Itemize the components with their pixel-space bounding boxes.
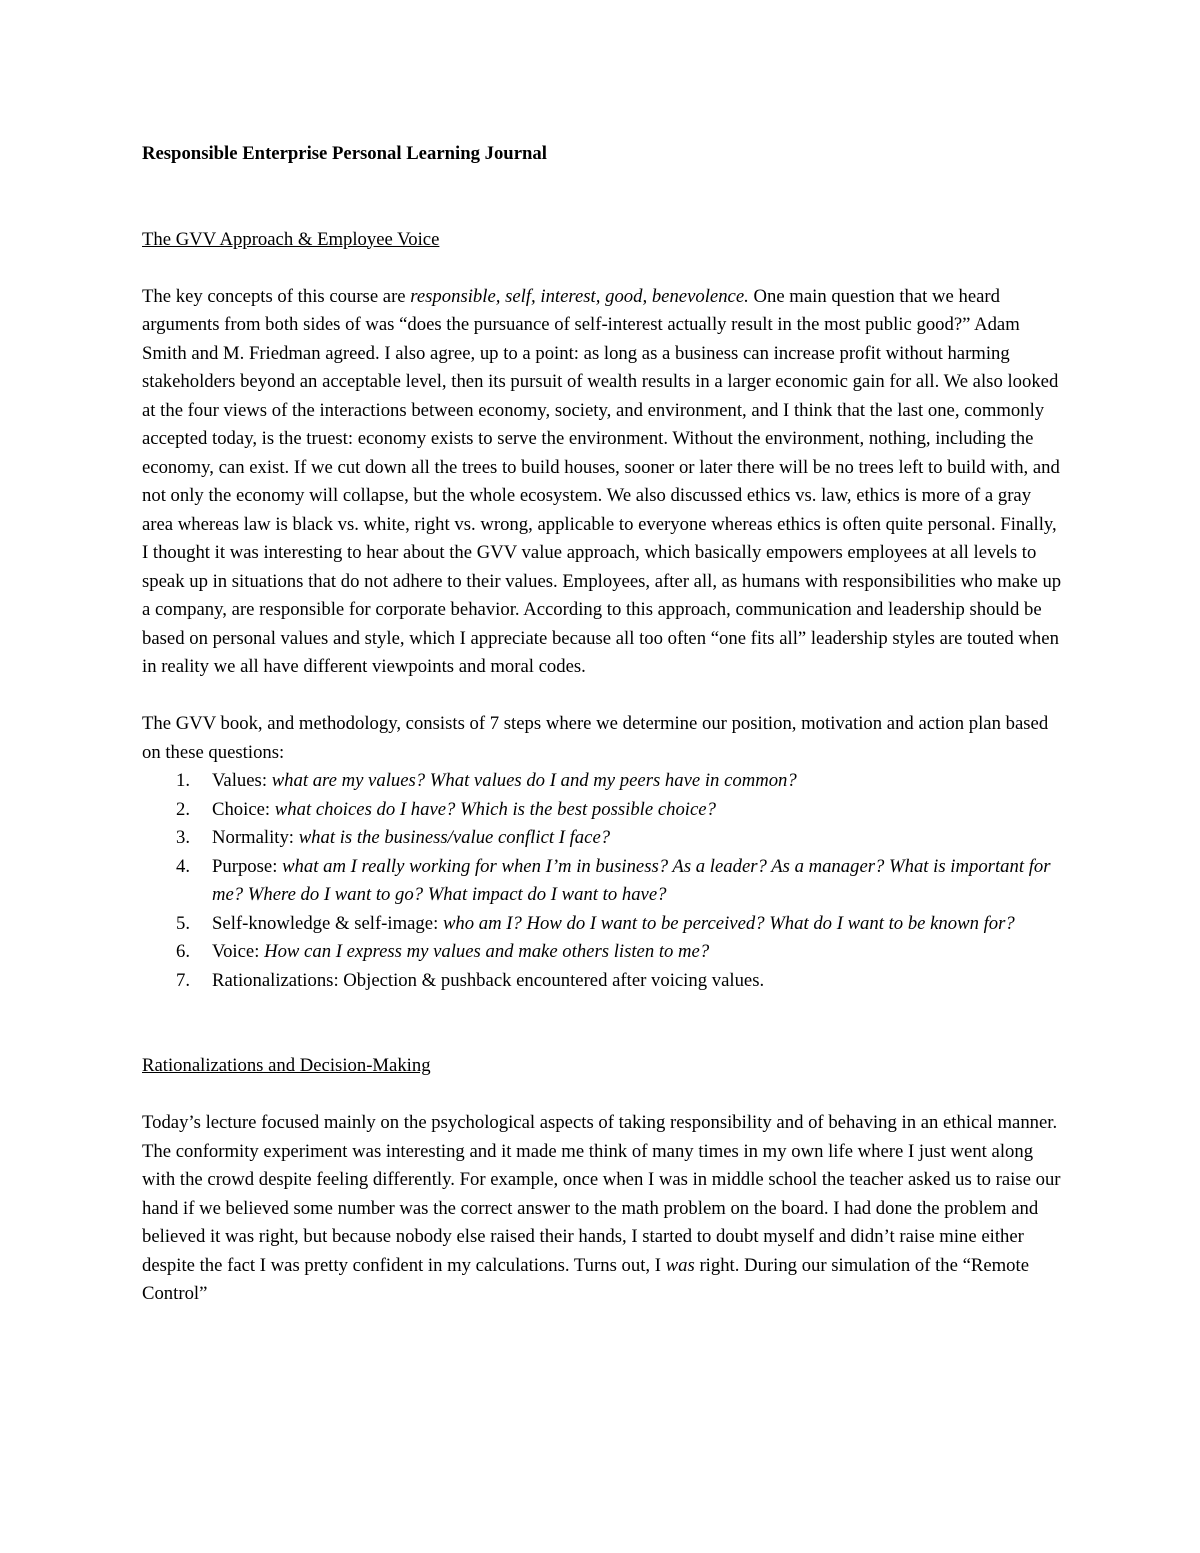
list-italic: what are my values? What values do I and my peers have in common? xyxy=(271,770,797,791)
gvv-steps-list xyxy=(142,767,1062,995)
list-number: 2. xyxy=(176,798,191,820)
section-heading-rationalizations: Rationalizations and Decision-Making xyxy=(142,1055,431,1076)
section-heading-gvv: The GVV Approach & Employee Voice xyxy=(142,228,440,250)
list-item xyxy=(142,910,1062,939)
list-number: 5. xyxy=(176,912,191,934)
list-label: Values: xyxy=(212,770,272,791)
paragraph-lecture xyxy=(142,1109,1062,1309)
list-number: 3. xyxy=(176,827,191,848)
list-number: 6. xyxy=(176,941,191,962)
spacer xyxy=(142,995,1062,1052)
list-italic: How can I express my values and make others listen to me? xyxy=(264,941,710,962)
list-label: Normality: xyxy=(212,827,299,848)
text-run: The key concepts of this course are xyxy=(142,285,411,307)
spacer xyxy=(142,254,1062,283)
list-italic: who am I? How do I want to be perceived? What do I want to be known for? xyxy=(442,912,1015,934)
list-item xyxy=(142,853,1062,910)
list-label: Self-knowledge & self-image: xyxy=(212,912,443,934)
list-label: Voice: xyxy=(212,941,265,962)
document-page xyxy=(142,140,1062,1309)
list-number: 7. xyxy=(176,969,191,991)
italic-run: was xyxy=(665,1254,695,1276)
paragraph-gvv-book: The GVV book, and methodology, consists of 7 steps where we determine our position, motivation and action plan based on these questions: xyxy=(142,713,1049,763)
list-item xyxy=(142,796,1062,825)
list-label: Purpose: xyxy=(212,855,283,877)
spacer xyxy=(142,682,1062,711)
text-run: Today’s lecture focused mainly on the psychological aspects of taking responsibility and of behaving in an ethical manner. The conformity experiment was interesting and it made me think of many times in my own life where I just went along with the crowd despite feeling differently. For example, once when I was in middle school the teacher asked us to raise our hand if we believed some number was the correct answer to the math problem on the board. I had done the problem and believed it was right, but because nobody else raised their hands, I started to doubt myself and didn’t raise mine either despite the fact I was pretty confident in my calculations. Turns out, I xyxy=(142,1112,1061,1276)
text-run: right. During our simulation of the “Remote Control” xyxy=(142,1254,1030,1304)
document-title: Responsible Enterprise Personal Learning Journal xyxy=(142,143,547,164)
list-label: Rationalizations: Objection & pushback encountered after voicing values. xyxy=(212,969,765,991)
list-italic: what choices do I have? Which is the best possible choice? xyxy=(274,798,716,820)
list-item xyxy=(142,824,1062,853)
list-label: Choice: xyxy=(212,798,275,820)
spacer xyxy=(142,169,1062,226)
text-run: One main question that we heard arguments from both sides of was “does the pursuance of self-interest actually result in the most public good?” Adam Smith and M. Friedman agreed. I also agree, up to a point: as long as a business can increase profit without harming stakeholders beyond an acceptable level, then its pursuit of wealth results in a larger economic gain for all. We also looked at the four views of the interactions between economy, society, and environment, and I think that the last one, commonly accepted today, is the truest: economy exists to serve the environment. Without the environment, nothing, including the economy, can exist. If we cut down all the trees to build houses, sooner or later there will be no trees left to build with, and not only the economy will collapse, but the whole ecosystem. We also discussed ethics vs. law, ethics is more of a gray area whereas law is black vs. white, right vs. wrong, applicable to everyone whereas ethics is often quite personal. Finally, I thought it was interesting to hear about the GVV value approach, which basically empowers employees at all levels to speak up in situations that do not adhere to their values. Employees, after all, as humans with responsibilities who make up a company, are responsible for corporate behavior. According to this approach, communication and leadership should be based on personal values and style, which I appreciate because all too often “one fits all” leadership styles are touted when in reality we all have different viewpoints and moral codes. xyxy=(142,285,1062,677)
italic-run: responsible, self, interest, good, benevolence. xyxy=(410,285,749,307)
list-italic: what is the business/value conflict I face? xyxy=(298,827,611,848)
list-italic: what am I really working for when I’m in business? As a leader? As a manager? What is important for me? Where do I want to go? What impact do I want to have? xyxy=(212,855,1051,905)
list-number: 4. xyxy=(176,855,191,877)
spacer xyxy=(142,1081,1062,1110)
list-number: 1. xyxy=(176,770,191,791)
list-item xyxy=(142,938,1062,967)
list-item xyxy=(142,767,1062,796)
list-item xyxy=(142,967,1062,996)
paragraph-key-concepts xyxy=(142,283,1062,682)
